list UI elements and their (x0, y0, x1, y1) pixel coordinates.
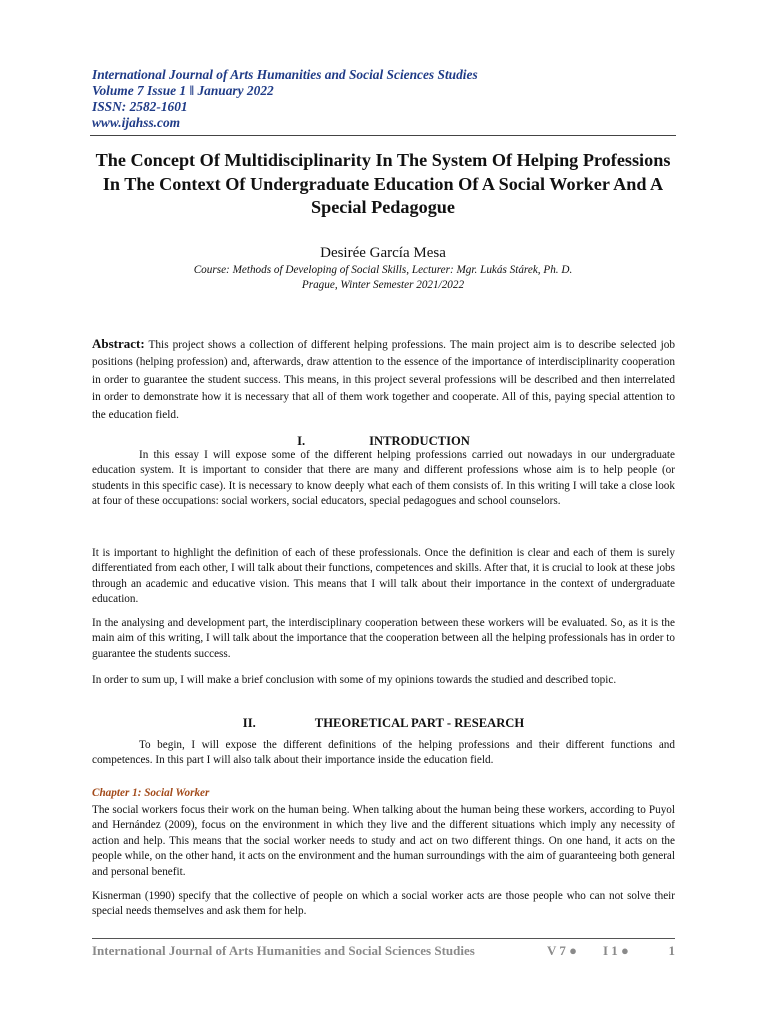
paragraph: In order to sum up, I will make a brief conclusion with some of my opinions towards the studied and described topic. (92, 674, 617, 686)
abstract-text: This project shows a collection of different helping professions. The main project aim is to describe selected job positions (helping profession) and, afterwards, draw attention to the essence of the importance of interdisciplinarity cooperation in order to guarantee the student success. This means, in this project several professions will be described and then interrelated in order to demonstrate how it is necessary that all of them work together and cooperate. All of this, paying special attention to the education field. (92, 339, 675, 421)
page-footer (92, 938, 675, 960)
footer-issue: I 1 ● (603, 943, 629, 958)
issn: ISSN: 2582-1601 (92, 99, 188, 114)
chapter-heading: Chapter 1: Social Worker (92, 787, 210, 799)
paragraph: In the analysing and development part, the interdisciplinary cooperation between these workers will be evaluated. So, as it is the main aim of this writing, I will talk about the importance that the cooperation between all the helping professionals has in order to guarantee the students success. (92, 617, 675, 660)
journal-name: International Journal of Arts Humanities and Social Sciences Studies (92, 67, 478, 82)
paper-title: The Concept Of Multidisciplinarity In The System Of Helping Professions In The Context Of Undergraduate Education Of A Social Worker And A Special Pedagogue (95, 150, 671, 217)
paragraph: It is important to highlight the definition of each of these professionals. Once the definition is clear and each of them is surely differentiated from each other, I will talk about their functions, competences and skills. After that, it is crucial to look at these jobs through an academic and educative vision. This means that I will talk about their importance in the context of undergraduate education. (92, 547, 675, 606)
footer-volume: V 7 ● (547, 943, 578, 958)
course-line: Course: Methods of Developing of Social Skills, Lecturer: Mgr. Lukás Stárek, Ph. D. (193, 264, 573, 276)
section-title: INTRODUCTION (369, 434, 470, 448)
abstract-label: Abstract: (92, 336, 145, 351)
section-title: THEORETICAL PART - RESEARCH (314, 716, 525, 730)
volume-issue: Volume 7 Issue 1 ǁ January 2022 (92, 83, 274, 98)
section-number: I. (297, 434, 306, 448)
section-number: II. (242, 716, 256, 730)
place-line: Prague, Winter Semester 2021/2022 (301, 279, 465, 291)
page-number: 1 (668, 943, 675, 958)
journal-website[interactable]: www.ijahss.com (92, 115, 181, 130)
journal-header (92, 67, 682, 131)
abstract (92, 335, 675, 424)
section-heading-theoretical (92, 715, 675, 731)
section-heading-introduction (92, 433, 675, 449)
footer-journal: International Journal of Arts Humanities and Social Sciences Studies (92, 943, 475, 958)
paragraph: The social workers focus their work on the human being. When talking about the human being these workers, according to Puyol and Hernández (2009), focus on the environment in which they live and the different situations which imply any necessity of action and help. This means that the social worker needs to study and act on two different things. On one hand, it acts on the people while, on the other hand, it acts on the environment and the human surroundings with the aim of guaranteeing both general and personal benefit. (92, 804, 675, 878)
paragraph: To begin, I will expose the different definitions of the helping professions and their different functions and competences. In this part I will also talk about their importance inside the education field. (92, 739, 675, 767)
paragraph: Kisnerman (1990) specify that the collective of people on which a social worker acts are those people who can not solve their special needs themselves and ask them for help. (92, 890, 675, 918)
affiliation (90, 263, 676, 293)
paragraph: In this essay I will expose some of the different helping professions carried out nowadays in our undergraduate education system. It is important to consider that there are many and different professions whose aim is to help people (or students in this specific case). It is necessary to know deeply what each of them consists of. In this writing I will take a close look at four of these occupations: social workers, social educators, special pedagogues and school counselors. (92, 449, 675, 508)
header-divider (90, 135, 676, 136)
author-name: Desirée García Mesa (320, 245, 446, 261)
